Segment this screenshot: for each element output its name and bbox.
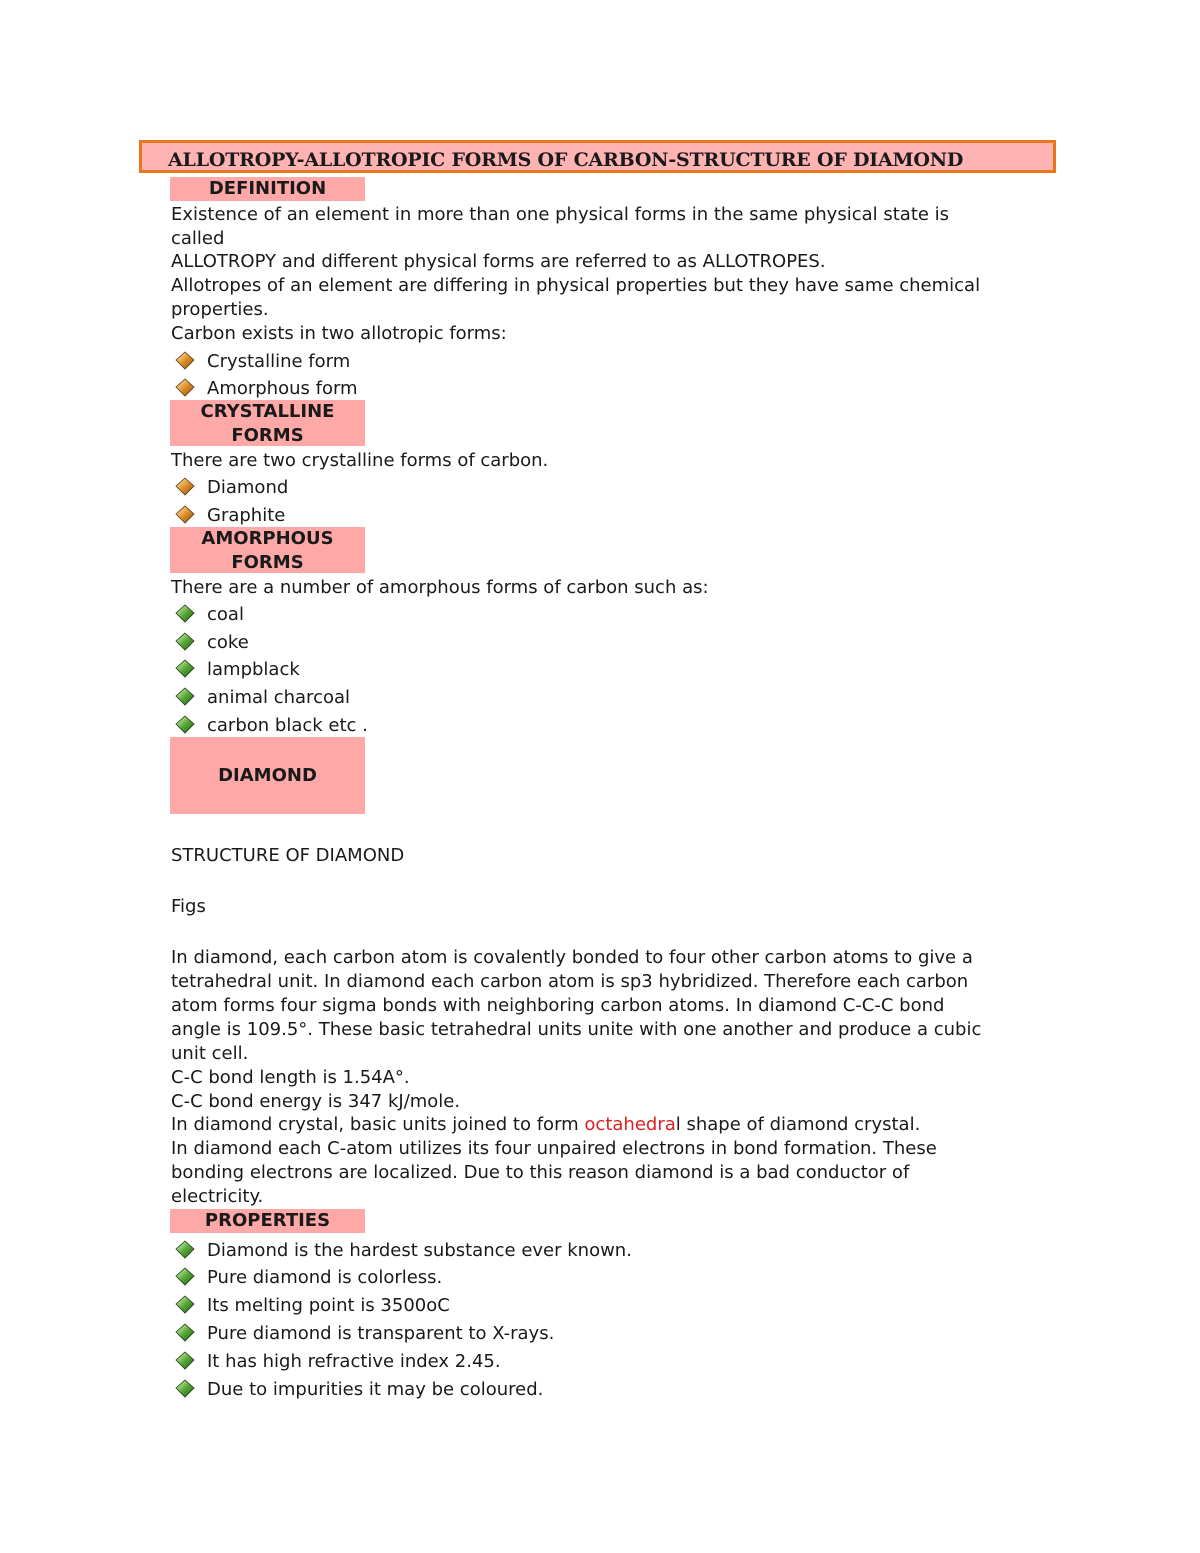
orange-diamond-bullet-icon: [175, 505, 195, 525]
orange-diamond-bullet-icon: [175, 477, 195, 497]
diamond-line: In diamond each C-atom utilizes its four unpaired electrons in bond formation. These: [171, 1138, 937, 1159]
diamond-line: C-C bond energy is 347 kJ/mole.: [171, 1091, 461, 1112]
amorphous-forms-heading: AMORPHOUS FORMS: [170, 527, 365, 573]
diamond-heading: DIAMOND: [170, 737, 365, 814]
green-diamond-bullet-icon: [175, 687, 195, 707]
crystalline-forms-heading: CRYSTALLINE FORMS: [170, 400, 365, 446]
diamond-line: unit cell.: [171, 1043, 249, 1064]
green-diamond-bullet-icon: [175, 715, 195, 735]
structure-title: STRUCTURE OF DIAMOND: [171, 845, 405, 866]
green-diamond-bullet-icon: [175, 1351, 195, 1371]
green-diamond-bullet-icon: [175, 1295, 195, 1315]
green-diamond-bullet-icon: [175, 1240, 195, 1260]
crystalline-intro: There are two crystalline forms of carbon.: [171, 450, 549, 471]
green-diamond-bullet-icon: [175, 1323, 195, 1343]
definition-line: Existence of an element in more than one physical forms in the same physical state is: [171, 204, 950, 225]
document-title: ALLOTROPY-ALLOTROPIC FORMS OF CARBON-STRUCTURE OF DIAMOND: [168, 149, 964, 171]
definition-line: Carbon exists in two allotropic forms:: [171, 323, 507, 344]
diamond-line: angle is 109.5°. These basic tetrahedral units unite with one another and produce a cubic: [171, 1019, 982, 1040]
highlighted-word: octahedra: [584, 1114, 676, 1135]
diamond-line: atom forms four sigma bonds with neighboring carbon atoms. In diamond C-C-C bond: [171, 995, 945, 1016]
diamond-line: tetrahedral unit. In diamond each carbon atom is sp3 hybridized. Therefore each carbon: [171, 971, 969, 992]
green-diamond-bullet-icon: [175, 659, 195, 679]
definition-heading: DEFINITION: [170, 177, 365, 201]
diamond-line: electricity.: [171, 1186, 264, 1207]
diamond-crystal-line: In diamond crystal, basic units joined to form octahedral shape of diamond crystal.: [171, 1114, 921, 1135]
diamond-line: In diamond, each carbon atom is covalently bonded to four other carbon atoms to give a: [171, 947, 973, 968]
diamond-line: C-C bond length is 1.54A°.: [171, 1067, 410, 1088]
figs-label: Figs: [171, 896, 206, 917]
green-diamond-bullet-icon: [175, 1267, 195, 1287]
properties-heading: PROPERTIES: [170, 1209, 365, 1233]
definition-line: ALLOTROPY and different physical forms are referred to as ALLOTROPES.: [171, 251, 826, 272]
amorphous-intro: There are a number of amorphous forms of carbon such as:: [171, 577, 709, 598]
green-diamond-bullet-icon: [175, 632, 195, 652]
definition-line: Allotropes of an element are differing in physical properties but they have same chemical: [171, 275, 981, 296]
green-diamond-bullet-icon: [175, 604, 195, 624]
definition-line: properties.: [171, 299, 269, 320]
document-title-box: [139, 140, 1056, 173]
orange-diamond-bullet-icon: [175, 351, 195, 371]
green-diamond-bullet-icon: [175, 1379, 195, 1399]
definition-line: called: [171, 228, 225, 249]
orange-diamond-bullet-icon: [175, 378, 195, 398]
diamond-line: bonding electrons are localized. Due to this reason diamond is a bad conductor of: [171, 1162, 910, 1183]
